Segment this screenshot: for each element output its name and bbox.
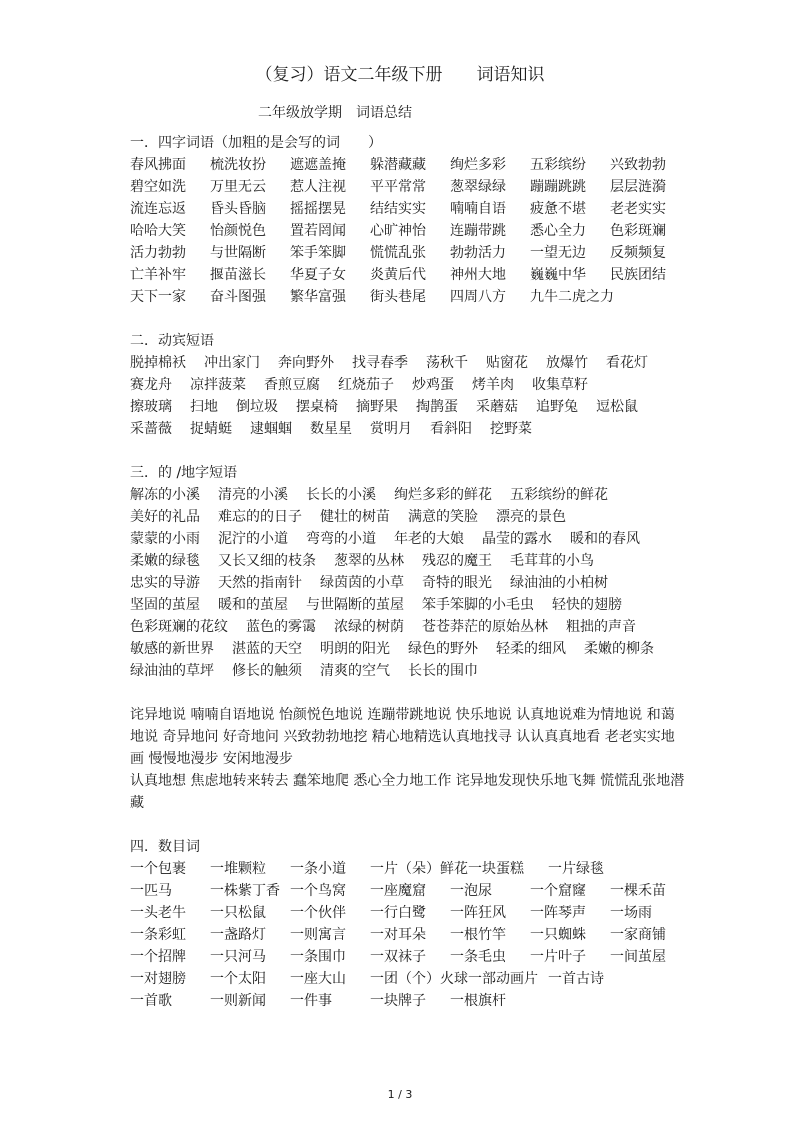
word-item: 一堆颗粒 <box>210 861 266 877</box>
word-item: 葱翠的丛林 <box>334 553 404 569</box>
word-item: 一团（个）火球 <box>370 971 468 987</box>
word-item: 炎黄后代 <box>370 267 426 283</box>
word-item: 荡秋千 <box>426 355 468 371</box>
word-item: 色彩斑斓的花纹 <box>130 619 228 635</box>
di-phrase-paragraph: 认真地想 焦虑地转来转去 蠢笨地爬 悉心全力地工作 诧异地发现快乐地飞舞 慌慌乱张地潜藏 <box>130 773 685 811</box>
section-verb-object-phrases <box>130 330 690 440</box>
word-rows <box>130 154 690 308</box>
word-item: 轻柔的细风 <box>496 641 566 657</box>
word-item: 一根旗杆 <box>450 993 506 1009</box>
word-row <box>130 880 690 902</box>
word-row <box>130 902 690 924</box>
word-row <box>130 946 690 968</box>
section-de-di-phrases <box>130 462 690 814</box>
word-item: 赏明月 <box>370 421 412 437</box>
word-item: 蓝色的雾霭 <box>246 619 316 635</box>
word-item: 绚烂多彩的鲜花 <box>394 487 492 503</box>
word-item: 凉拌菠菜 <box>190 377 246 393</box>
word-item: 万里无云 <box>210 179 266 195</box>
word-item: 一只河马 <box>210 949 266 965</box>
word-row <box>130 528 690 550</box>
word-item: 一对耳朵 <box>370 927 426 943</box>
word-item: 一个鸟窝 <box>290 883 346 899</box>
word-item: 一只松鼠 <box>210 905 266 921</box>
word-item: 惹人注视 <box>290 179 346 195</box>
word-item: 一阵狂风 <box>450 905 506 921</box>
word-item: 勃勃活力 <box>450 245 506 261</box>
word-item: 蹦蹦跳跳 <box>530 179 586 195</box>
word-item: 五彩缤纷 <box>530 157 586 173</box>
section-heading: 三．的 /地字短语 <box>130 465 238 481</box>
word-item: 流连忘返 <box>130 201 186 217</box>
word-rows <box>130 352 690 440</box>
word-item: 与世隔断的茧屋 <box>306 597 404 613</box>
word-item: 一家商铺 <box>610 927 666 943</box>
word-item: 老老实实 <box>610 201 666 217</box>
word-item: 一个窟窿 <box>530 883 586 899</box>
word-item: 巍巍中华 <box>530 267 586 283</box>
word-item: 哈哈大笑 <box>130 223 186 239</box>
word-item: 长长的小溪 <box>306 487 376 503</box>
word-item: 春风拂面 <box>130 157 186 173</box>
word-item: 一头老牛 <box>130 905 186 921</box>
word-item: 悉心全力 <box>530 223 586 239</box>
word-item: 色彩斑斓 <box>610 223 666 239</box>
word-item: 绚烂多彩 <box>450 157 506 173</box>
word-item: 摘野果 <box>356 399 398 415</box>
word-item: 贴窗花 <box>486 355 528 371</box>
word-item: 一片（朵）鲜花 <box>370 861 468 877</box>
word-item: 冲出家门 <box>204 355 260 371</box>
word-item: 采蔷薇 <box>130 421 172 437</box>
word-item: 挖野菜 <box>490 421 532 437</box>
page-title: （复习）语文二年级下册 词语知识 <box>255 65 545 85</box>
word-item: 擦玻璃 <box>130 399 172 415</box>
word-item: 弯弯的小道 <box>306 531 376 547</box>
word-item: 繁华富强 <box>290 289 346 305</box>
word-item: 柔嫩的柳条 <box>584 641 654 657</box>
word-item: 解冻的小溪 <box>130 487 200 503</box>
word-item: 暖和的春风 <box>570 531 640 547</box>
word-item: 轻快的翅膀 <box>552 597 622 613</box>
word-item: 清亮的小溪 <box>218 487 288 503</box>
word-item: 一首古诗 <box>548 971 604 987</box>
word-item: 一片叶子 <box>530 949 586 965</box>
word-item: 与世隔断 <box>210 245 266 261</box>
word-item: 看斜阳 <box>430 421 472 437</box>
word-item: 活力勃勃 <box>130 245 186 261</box>
word-item: 笨手笨脚 <box>290 245 346 261</box>
word-row <box>130 286 690 308</box>
word-item: 绿油油的草坪 <box>130 663 214 679</box>
word-item: 一则新闻 <box>210 993 266 1009</box>
word-item: 一阵琴声 <box>530 905 586 921</box>
word-item: 一块蛋糕 <box>468 861 524 877</box>
word-row <box>130 242 690 264</box>
word-item: 毛茸茸的小鸟 <box>510 553 594 569</box>
word-item: 一行白鹭 <box>370 905 426 921</box>
word-item: 蒙蒙的小雨 <box>130 531 200 547</box>
word-item: 笨手笨脚的小毛虫 <box>422 597 534 613</box>
word-item: 暖和的茧屋 <box>218 597 288 613</box>
word-item: 亡羊补牢 <box>130 267 186 283</box>
word-item: 绿茵茵的小草 <box>320 575 404 591</box>
word-item: 一块牌子 <box>370 993 426 1009</box>
word-item: 找寻春季 <box>352 355 408 371</box>
word-rows <box>130 484 690 682</box>
word-row <box>130 506 690 528</box>
word-item: 泥泞的小道 <box>218 531 288 547</box>
word-item: 一个伙伴 <box>290 905 346 921</box>
word-row <box>130 924 690 946</box>
word-item: 健壮的树苗 <box>320 509 390 525</box>
word-item: 放爆竹 <box>546 355 588 371</box>
word-item: 一盏路灯 <box>210 927 266 943</box>
word-item: 兴致勃勃 <box>610 157 666 173</box>
word-row <box>130 418 690 440</box>
word-item: 一棵禾苗 <box>610 883 666 899</box>
word-item: 疲惫不堪 <box>530 201 586 217</box>
section-four-char-words <box>130 132 690 308</box>
word-item: 街头巷尾 <box>370 289 426 305</box>
word-item: 烤羊肉 <box>472 377 514 393</box>
word-item: 九牛二虎之力 <box>530 289 614 305</box>
word-item: 湛蓝的天空 <box>232 641 302 657</box>
word-row <box>130 968 690 990</box>
word-item: 一场雨 <box>610 905 652 921</box>
word-row <box>130 352 690 374</box>
word-item: 掏鹊蛋 <box>416 399 458 415</box>
word-item: 敏感的新世界 <box>130 641 214 657</box>
word-item: 葱翠绿绿 <box>450 179 506 195</box>
word-row <box>130 374 690 396</box>
word-item: 一只蜘蛛 <box>530 927 586 943</box>
page-subtitle: 二年级放学期 词语总结 <box>258 105 412 121</box>
word-item: 长长的围巾 <box>408 663 478 679</box>
word-item: 一条围巾 <box>290 949 346 965</box>
word-item: 追野兔 <box>536 399 578 415</box>
word-item: 梳洗妆扮 <box>210 157 266 173</box>
word-item: 明朗的阳光 <box>320 641 390 657</box>
word-item: 美好的礼品 <box>130 509 200 525</box>
word-item: 香煎豆腐 <box>264 377 320 393</box>
word-item: 连蹦带跳 <box>450 223 506 239</box>
word-item: 炒鸡蛋 <box>412 377 454 393</box>
di-phrase-paragraph: 诧异地说 喃喃自语地说 怡颜悦色地说 连蹦带跳地说 快乐地说 认真地说难为情地说 和蔼地说 奇异地问 好奇地问 兴致勃勃地挖 精心地精选认真地找寻 认认真真地看 老老实实地画 慢慢地漫步 安闲地漫步 <box>130 707 675 767</box>
word-item: 柔嫩的绿毯 <box>130 553 200 569</box>
word-item: 置若罔闻 <box>290 223 346 239</box>
word-rows <box>130 858 690 1012</box>
word-item: 怡颜悦色 <box>210 223 266 239</box>
word-row <box>130 594 690 616</box>
word-item: 苍苍莽茫的原始丛林 <box>422 619 548 635</box>
section-heading: 一．四字词语（加粗的是会写的词 ） <box>130 135 382 151</box>
word-item: 晶莹的露水 <box>482 531 552 547</box>
word-item: 天下一家 <box>130 289 186 305</box>
word-item: 昏头昏脑 <box>210 201 266 217</box>
word-row <box>130 990 690 1012</box>
word-item: 逮蝈蝈 <box>250 421 292 437</box>
word-item: 躲潜藏藏 <box>370 157 426 173</box>
word-item: 四周八方 <box>450 289 506 305</box>
word-item: 一个太阳 <box>210 971 266 987</box>
word-item: 一则寓言 <box>290 927 346 943</box>
word-item: 坚固的茧屋 <box>130 597 200 613</box>
word-item: 忠实的导游 <box>130 575 200 591</box>
word-row <box>130 616 690 638</box>
word-item: 奔向野外 <box>278 355 334 371</box>
word-row <box>130 396 690 418</box>
word-item: 慌慌乱张 <box>370 245 426 261</box>
word-row <box>130 660 690 682</box>
word-item: 神州大地 <box>450 267 506 283</box>
word-item: 年老的大娘 <box>394 531 464 547</box>
word-item: 捉蜻蜓 <box>190 421 232 437</box>
word-row <box>130 484 690 506</box>
word-item: 一条彩虹 <box>130 927 186 943</box>
word-item: 逗松鼠 <box>596 399 638 415</box>
section-measure-words <box>130 836 690 1012</box>
word-item: 残忍的魔王 <box>422 553 492 569</box>
word-item: 结结实实 <box>370 201 426 217</box>
section-heading: 四．数目词 <box>130 839 200 855</box>
word-item: 一间茧屋 <box>610 949 666 965</box>
word-item: 一座大山 <box>290 971 346 987</box>
word-item: 一个包裹 <box>130 861 186 877</box>
word-item: 浓绿的树荫 <box>334 619 404 635</box>
word-row <box>130 154 690 176</box>
word-list-content <box>130 132 690 1012</box>
word-item: 民族团结 <box>610 267 666 283</box>
word-item: 赛龙舟 <box>130 377 172 393</box>
word-row <box>130 550 690 572</box>
word-item: 修长的触须 <box>232 663 302 679</box>
word-item: 一条毛虫 <box>450 949 506 965</box>
word-item: 红烧茄子 <box>338 377 394 393</box>
word-item: 层层涟漪 <box>610 179 666 195</box>
word-row <box>130 572 690 594</box>
word-row <box>130 638 690 660</box>
word-item: 一部动画片 <box>468 971 538 987</box>
word-item: 一双袜子 <box>370 949 426 965</box>
word-item: 又长又细的枝条 <box>218 553 316 569</box>
word-item: 倒垃圾 <box>236 399 278 415</box>
word-item: 奋斗图强 <box>210 289 266 305</box>
word-item: 粗拙的声音 <box>566 619 636 635</box>
word-item: 一片绿毯 <box>548 861 604 877</box>
word-item: 收集草籽 <box>532 377 588 393</box>
word-row <box>130 858 690 880</box>
word-item: 碧空如洗 <box>130 179 186 195</box>
word-item: 天然的指南针 <box>218 575 302 591</box>
word-item: 奇特的眼光 <box>422 575 492 591</box>
word-item: 扫地 <box>190 399 218 415</box>
word-item: 一件事 <box>290 993 332 1009</box>
word-item: 一个招牌 <box>130 949 186 965</box>
word-item: 看花灯 <box>606 355 648 371</box>
section-heading: 二．动宾短语 <box>130 333 214 349</box>
word-item: 反频频复 <box>610 245 666 261</box>
word-item: 满意的笑脸 <box>408 509 478 525</box>
word-row <box>130 176 690 198</box>
word-item: 一匹马 <box>130 883 172 899</box>
word-item: 揠苗滋长 <box>210 267 266 283</box>
page-number: 1 / 3 <box>387 1088 413 1101</box>
word-item: 清爽的空气 <box>320 663 390 679</box>
word-item: 一根竹竿 <box>450 927 506 943</box>
word-item: 难忘的的日子 <box>218 509 302 525</box>
word-item: 一座魔窟 <box>370 883 426 899</box>
word-item: 遮遮盖掩 <box>290 157 346 173</box>
word-item: 绿色的野外 <box>408 641 478 657</box>
word-item: 五彩缤纷的鲜花 <box>510 487 608 503</box>
word-row <box>130 220 690 242</box>
word-row <box>130 264 690 286</box>
word-item: 采蘑菇 <box>476 399 518 415</box>
word-item: 华夏子女 <box>290 267 346 283</box>
word-item: 心旷神怡 <box>370 223 426 239</box>
word-item: 脱掉棉袄 <box>130 355 186 371</box>
word-row <box>130 198 690 220</box>
word-item: 一首歌 <box>130 993 172 1009</box>
word-item: 一泡尿 <box>450 883 492 899</box>
word-item: 平平常常 <box>370 179 426 195</box>
word-item: 喃喃自语 <box>450 201 506 217</box>
word-item: 摇摇摆晃 <box>290 201 346 217</box>
word-item: 数星星 <box>310 421 352 437</box>
word-item: 摆桌椅 <box>296 399 338 415</box>
word-item: 绿油油的小柏树 <box>510 575 608 591</box>
word-item: 一对翅膀 <box>130 971 186 987</box>
word-item: 一株紫丁香 <box>210 883 280 899</box>
word-item: 一望无边 <box>530 245 586 261</box>
word-item: 一条小道 <box>290 861 346 877</box>
word-item: 漂亮的景色 <box>496 509 566 525</box>
